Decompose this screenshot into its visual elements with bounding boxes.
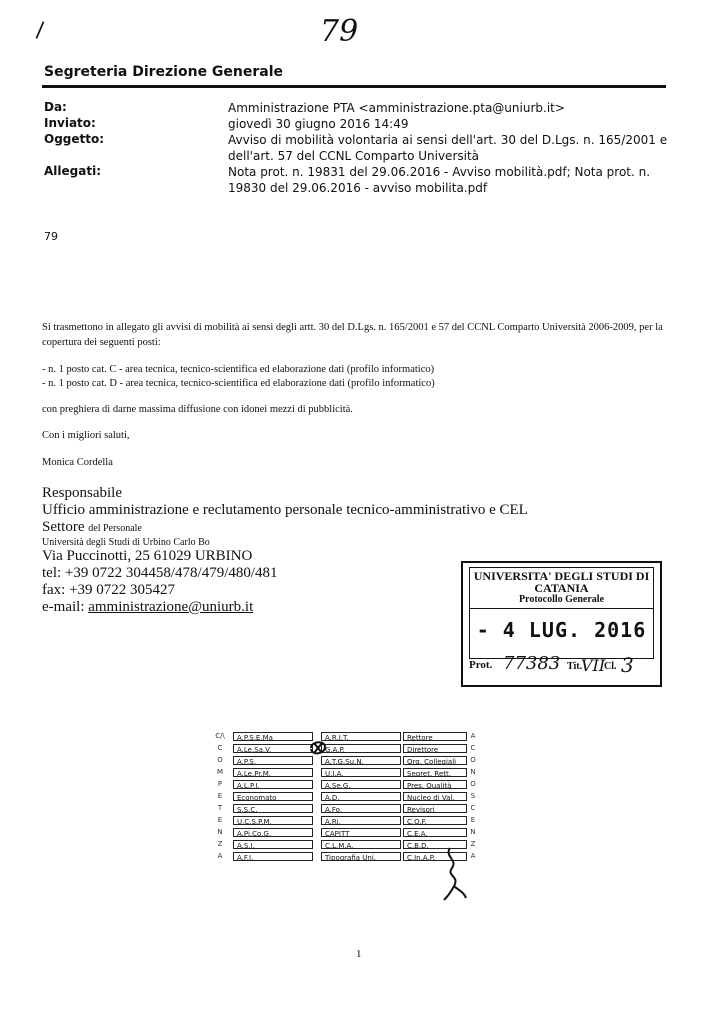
grid-cell-office: Direttore (403, 744, 467, 753)
grid-row (215, 743, 477, 754)
grid-row-left-letter: M (216, 768, 224, 776)
signature-tel: tel: +39 0722 304458/478/479/480/481 (42, 565, 278, 581)
body-request: con preghiera di darne massima diffusione con idonei mezzi di pubblicità. (42, 404, 353, 415)
stamp-tit-label: Tit. (567, 661, 583, 672)
signature-email-link[interactable]: amministrazione@uniurb.it (88, 599, 254, 615)
grid-cell-office: A.Fo. (321, 804, 401, 813)
grid-row (215, 827, 477, 838)
stamp-city: CATANIA (534, 581, 589, 595)
grid-row-left-letter: A (217, 852, 223, 860)
grid-row (215, 791, 477, 802)
grid-cell-office: CAPITT (321, 828, 401, 837)
grid-row-left-letter: O (217, 756, 223, 764)
grid-cell-office: A.T.G.Su.N. (321, 756, 401, 765)
meta-label-from: Da: (44, 100, 67, 114)
grid-cell-office: A.P.S.E.Ma (233, 732, 313, 741)
grid-cell-office: Economato (233, 792, 313, 801)
header-divider (42, 85, 666, 88)
distribution-grid (215, 731, 477, 865)
grid-cell-office: Segret. Rett. (403, 768, 467, 777)
grid-row-left-letter: E (217, 792, 223, 800)
grid-cell-office: C.E.A. (403, 828, 467, 837)
meta-label-attachments: Allegati: (44, 164, 101, 178)
grid-row-right-letter: Z (470, 840, 476, 848)
grid-cell-office: C.In.A.P. (403, 852, 467, 861)
grid-cell-office: C.L.M.A. (321, 840, 401, 849)
handwritten-circle-mark (307, 738, 329, 758)
grid-cell-office: Nucleo di Val. (403, 792, 467, 801)
grid-cell-office: S.S.C. (233, 804, 313, 813)
meta-value-subject: Avviso di mobilità volontaria ai sensi dell'art. 30 del D.Lgs. n. 165/2001 e dell'art. 57 del CCNL Comparto Università (228, 133, 668, 163)
stamp-prot-label: Prot. (469, 659, 493, 671)
grid-row-left-letter: C (217, 744, 223, 752)
grid-cell-office: A.P.S. (233, 756, 313, 765)
grid-cell-office: U.C.S.P.M. (233, 816, 313, 825)
header-title: Segreteria Direzione Generale (44, 64, 284, 80)
grid-row-right-letter: C (470, 804, 476, 812)
grid-cell-office: C.O.F. (403, 816, 467, 825)
signature-email-prefix: e-mail: (42, 599, 89, 615)
grid-row-left-letter: Z (217, 840, 223, 848)
grid-cell-office: A.R.I.T. (321, 732, 401, 741)
grid-cell-office: A.Pi.Co.G. (233, 828, 313, 837)
grid-row-right-letter: S (470, 792, 476, 800)
meta-value-from: Amministrazione PTA <amministrazione.pta@uniurb.it> (228, 101, 565, 115)
grid-row-left-letter: C/\ (215, 732, 225, 740)
grid-row-right-letter: A (470, 732, 476, 740)
grid-cell-office: A.Ri. (321, 816, 401, 825)
signature-office: Ufficio amministrazione e reclutamento personale tecnico-amministrativo e CEL (42, 502, 528, 518)
grid-row (215, 803, 477, 814)
signature-fax: fax: +39 0722 305427 (42, 582, 176, 598)
protocol-stamp (461, 561, 662, 687)
grid-row-right-letter: O (470, 756, 476, 764)
handwritten-signature-mark (440, 846, 470, 902)
signature-role: Responsabile (42, 485, 122, 501)
body-intro: Si trasmettono in allegato gli avvisi di mobilità ai sensi degli artt. 30 del D.Lgs. n. 165/2001 e 57 del CCNL Comparto Università 2006-2009, per la copertura dei seguenti posti: (42, 322, 663, 348)
grid-cell-office: A.S.I. (233, 840, 313, 849)
stamp-header-box (469, 567, 654, 659)
signature-address: Via Puccinotti, 25 61029 URBINO (42, 548, 253, 564)
grid-row-right-letter: C (470, 744, 476, 752)
handwritten-page-number: 79 (320, 14, 359, 49)
grid-row-right-letter: E (470, 816, 476, 824)
meta-value-sent: giovedì 30 giugno 2016 14:49 (228, 117, 409, 131)
stamp-cl-label: Cl. (604, 661, 617, 672)
body-closing: Con i migliori saluti, (42, 430, 130, 441)
grid-cell-office: A.F.I. (233, 852, 313, 861)
stamp-tit-value: VII (581, 656, 606, 675)
grid-row (215, 851, 477, 862)
grid-row (215, 815, 477, 826)
grid-cell-office: A.L.P.I. (233, 780, 313, 789)
grid-row-right-letter: N (470, 768, 476, 776)
stamp-registry: Protocollo Generale (518, 594, 605, 605)
signature-university: Università degli Studi di Urbino Carlo Bo (42, 537, 210, 548)
grid-cell-office: A.Le.Pr.M. (233, 768, 313, 777)
grid-cell-office: Rettore (403, 732, 467, 741)
grid-cell-office: G.A.P. (321, 744, 401, 753)
meta-label-subject: Oggetto: (44, 132, 105, 146)
grid-cell-office: A.D. (321, 792, 401, 801)
grid-row-right-letter: N (470, 828, 476, 836)
grid-row (215, 731, 477, 742)
grid-cell-office: Tipografia Uni. (321, 852, 401, 861)
grid-row-right-letter: A (470, 852, 476, 860)
meta-value-attachments: Nota prot. n. 19831 del 29.06.2016 - Avviso mobilità.pdf; Nota prot. n. 19830 del 29.06.2016 - avviso mobilita.pdf (228, 165, 651, 195)
stamp-prot-number: 77383 (503, 653, 561, 674)
grid-cell-office: U.I.A. (321, 768, 401, 777)
handwritten-tick-mark: \ (30, 17, 50, 44)
grid-cell-office: Org. Collegiali (403, 756, 467, 765)
signature-sector-suffix: del Personale (88, 523, 142, 534)
grid-cell-office: Pres. Qualità (403, 780, 467, 789)
stamp-date: - 4 LUG. 2016 (476, 618, 647, 642)
grid-cell-office: A.Le.Sa.V. (233, 744, 313, 753)
grid-cell-office: Revisori (403, 804, 467, 813)
meta-label-sent: Inviato: (44, 116, 96, 130)
signature-sector-prefix: Settore (42, 519, 85, 535)
grid-row (215, 779, 477, 790)
grid-row (215, 755, 477, 766)
grid-row-left-letter: E (217, 816, 223, 824)
grid-row (215, 767, 477, 778)
stamp-cl-value: 3 (621, 653, 634, 677)
body-item-1: - n. 1 posto cat. C - area tecnica, tecnico-scientifica ed elaborazione dati (profilo informatico) (42, 364, 435, 375)
grid-cell-office: C.B.D. (403, 840, 467, 849)
stamp-university: UNIVERSITA' DEGLI STUDI DI (473, 569, 650, 583)
body-item-2: - n. 1 posto cat. D - area tecnica, tecnico-scientifica ed elaborazione dati (profilo informatico) (42, 378, 435, 389)
grid-row-left-letter: N (217, 828, 223, 836)
reference-number: 79 (44, 230, 58, 243)
signature-email-line (42, 599, 253, 616)
stamp-divider (470, 608, 653, 609)
grid-row-left-letter: T (217, 804, 223, 812)
grid-row-left-letter: P (217, 780, 223, 788)
page-number: 1 (356, 948, 362, 960)
grid-row-right-letter: O (470, 780, 476, 788)
grid-row (215, 839, 477, 850)
body-sender: Monica Cordella (42, 457, 113, 468)
grid-cell-office: A.Se.G. (321, 780, 401, 789)
